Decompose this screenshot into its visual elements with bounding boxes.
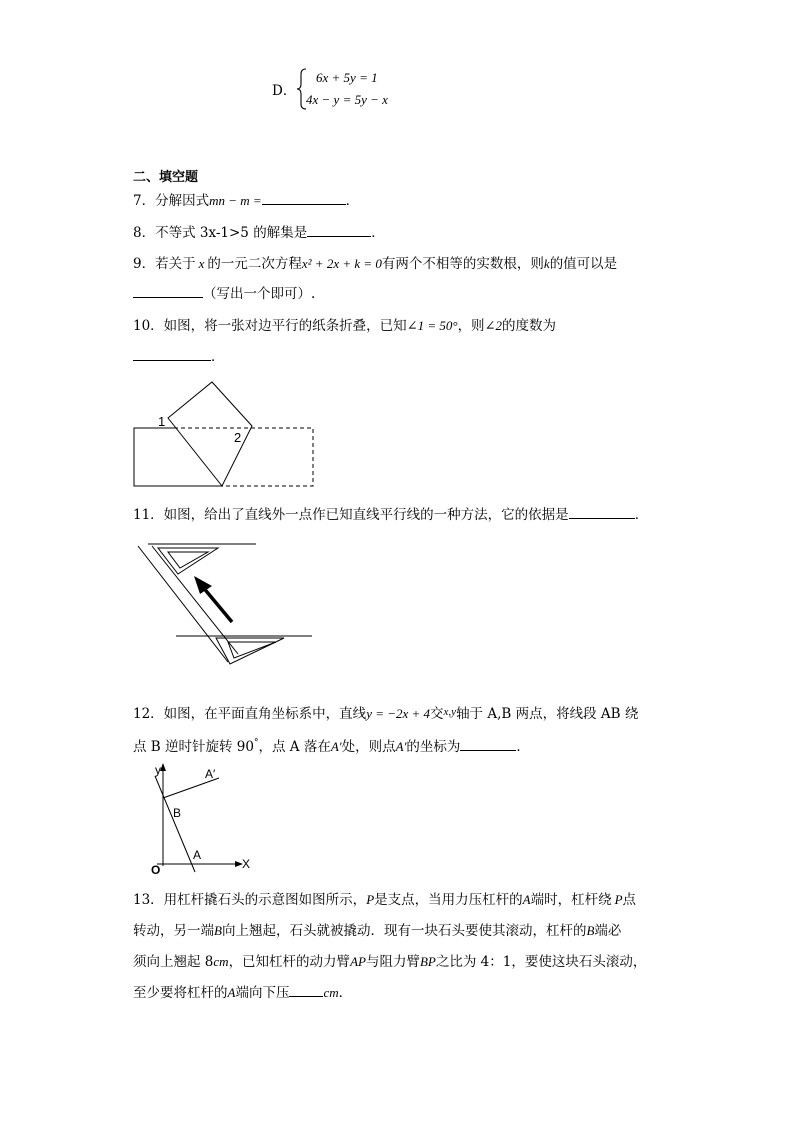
q12-line2-suffix: ．	[516, 739, 530, 755]
q10-prefix: 10．如图，将一张对边平行的纸条折叠，已知	[133, 318, 407, 334]
q12-line2-a: 点 B 逆时针旋转 90	[133, 739, 254, 755]
q13-l3-b: ，已知杠杆的动力臂	[228, 954, 351, 970]
q9-prefix: 9．若关于	[133, 256, 196, 272]
figure-coordinate-plane	[143, 760, 263, 880]
question-11	[133, 506, 648, 524]
q13-l2-c: 端必	[594, 923, 622, 939]
q12-line2-d: 的坐标为	[406, 739, 461, 755]
question-12-line2	[133, 734, 530, 756]
q12-prefix: 12．如图，在平面直角坐标系中，直线	[133, 706, 367, 722]
q13-l1-a: 13．用杠杆撬石头的示意图如图所示，	[133, 892, 367, 908]
q9-mid: 的一元二次方程	[207, 256, 302, 272]
q9-equation: x² + 2x + k = 0	[301, 256, 382, 271]
q13-cm2: cm	[323, 985, 339, 1000]
label-x-axis: X	[242, 857, 251, 871]
q13-l4-a: 至少要将杠杆的	[133, 985, 228, 1001]
question-13-line4	[133, 984, 352, 1002]
q12-line2-b: ，点 A 落在	[258, 739, 331, 755]
figure-folded-strip	[128, 376, 328, 496]
label-point-b: B	[173, 806, 182, 820]
answer-blank[interactable]	[307, 224, 371, 237]
q9-var-k: k	[543, 256, 550, 271]
q13-l2-a: 转动，另一端	[133, 923, 214, 939]
answer-blank[interactable]	[262, 192, 346, 205]
q12-aprime-2: A′	[395, 739, 407, 754]
q9-var-x: x	[198, 256, 205, 271]
q13-b2: B	[586, 923, 595, 938]
q13-b: B	[214, 923, 222, 938]
q12-degree: °	[253, 738, 259, 748]
answer-blank[interactable]	[133, 348, 211, 361]
answer-blank[interactable]	[133, 285, 203, 298]
equation-2: 4x − y = 5y − x	[306, 92, 388, 107]
equation-1: 6x + 5y = 1	[316, 70, 378, 85]
q13-l1-d: 点	[622, 892, 637, 908]
option-d-label: D．	[272, 83, 297, 99]
question-13-line2	[133, 922, 621, 940]
q8-suffix: ．	[371, 225, 385, 241]
q12-end: 轴于 A,B 两点，将线段 AB 绕	[456, 706, 639, 722]
q12-equation: y = −2x + 4	[366, 706, 431, 721]
section-title: 二、填空题	[133, 169, 199, 184]
answer-blank[interactable]	[460, 738, 516, 751]
q12-line2-c: 处，则点	[341, 739, 396, 755]
question-10-line2	[133, 348, 225, 366]
q10-angle2: ∠2	[484, 318, 502, 333]
question-12	[133, 703, 638, 723]
figure-set-square	[130, 536, 320, 672]
q10-line2-suffix: ．	[211, 349, 225, 365]
q13-p: P	[366, 892, 375, 907]
q13-ap: AP	[350, 954, 366, 969]
q13-l4-b: 端向下压	[235, 985, 290, 1001]
answer-blank[interactable]	[569, 506, 635, 519]
question-13	[133, 891, 636, 909]
q13-a: A	[522, 892, 531, 907]
label-y-axis: y	[155, 763, 161, 777]
q13-cm: cm	[213, 954, 229, 969]
q13-l2-b: 向上翘起，石头就被撬动．现有一块石头要使其滚动，杠杆的	[221, 923, 587, 939]
label-point-a: A	[193, 848, 202, 862]
q13-p2: P	[614, 892, 623, 907]
label-angle-1: 1	[158, 414, 166, 429]
q10-end: 的度数为	[501, 318, 556, 334]
q10-mid: ，则	[457, 318, 485, 334]
question-8	[133, 224, 385, 242]
q7-expression: mn − m =	[209, 193, 262, 208]
q12-axes: x,y	[443, 706, 457, 718]
question-9	[133, 255, 617, 273]
q13-l3-c: 与阻力臂	[365, 954, 420, 970]
q11-suffix: ．	[634, 507, 649, 523]
question-10	[133, 317, 556, 335]
q9-line2-suffix: （写出一个即可）.	[203, 286, 316, 302]
q7-suffix: ．	[345, 193, 360, 209]
q9-end: 的值可以是	[549, 256, 618, 272]
q13-l1-c: 端时，杠杆绕	[530, 892, 612, 908]
label-angle-2: 2	[234, 430, 242, 445]
q7-prefix: 7．分解因式	[133, 193, 210, 209]
label-point-aprime: A′	[205, 767, 216, 781]
answer-blank[interactable]	[289, 984, 323, 997]
q10-angle1: ∠1 = 50°	[406, 318, 458, 333]
q9-mid2: 有两个不相等的实数根，则	[381, 256, 544, 272]
arrow-up-left-icon	[194, 576, 232, 622]
q12-aprime-1: A′	[330, 739, 342, 754]
q13-bp: BP	[419, 954, 436, 969]
q12-mid: 交	[430, 706, 444, 722]
q13-a2: A	[227, 985, 236, 1000]
q8-text: 8．不等式 3x-1>5 的解集是	[133, 225, 308, 241]
q11-text: 11．如图，给出了直线外一点作已知直线平行线的一种方法，它的依据是	[133, 507, 569, 523]
question-9-line2	[133, 285, 315, 303]
q13-l1-b: 是支点，当用力压杠杆的	[374, 892, 523, 908]
q13-l3-a: 须向上翘起 8	[133, 954, 214, 970]
question-13-line3	[133, 953, 646, 971]
q13-l3-d: 之比为 4：1，要使这块石头滚动，	[435, 954, 647, 970]
q13-l4-suffix: ．	[338, 985, 353, 1001]
question-7	[133, 192, 359, 210]
label-origin: O	[151, 863, 161, 876]
